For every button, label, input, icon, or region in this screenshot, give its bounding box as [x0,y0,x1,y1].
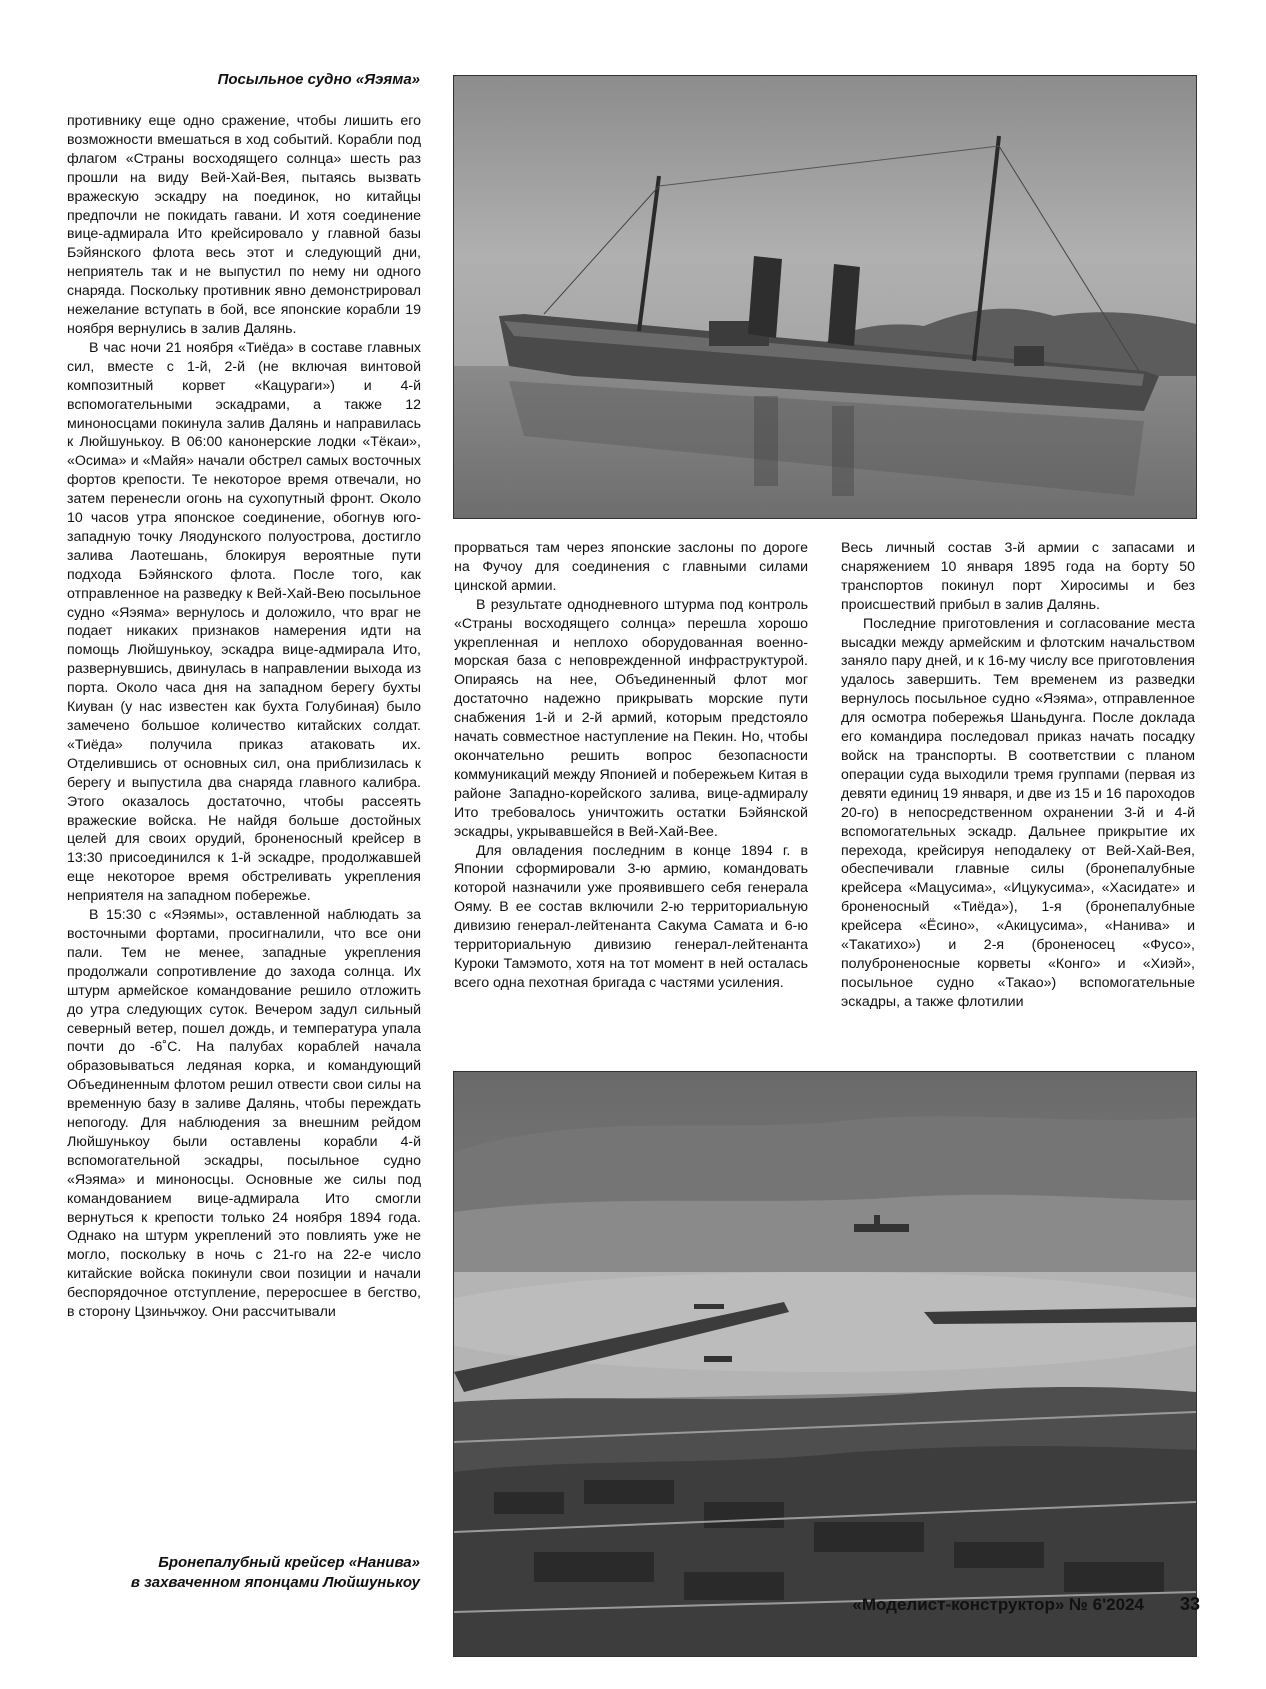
paragraph: противнику еще одно сражение, чтобы лишить его возможности вмешаться в ход событий. Корабли под флагом «Страны восходящего солнца» шесть раз прошли на виду Вей-Хай-Вея, пытаясь вызвать вражескую эскадру на поединок, но китайцы предпочли не покидать гавани. И хотя соединение вице-адмирала Ито крейсировало у главной базы Бэйянского флота весь этот и следующий дни, неприятель так и не выпустил по нему ни одного снаряда. Поскольку противник явно демонстрировал нежелание вступать в бой, все японские корабли 19 ноября вернулись в залив Далянь. [67,113,421,337]
caption-line-2: в захваченном японцами Люйшунькоу [130,1574,420,1591]
paragraph: В 15:30 с «Яэямы», оставленной наблюдать за восточными фортами, просигналили, что все они пали. Тем не менее, западные укрепления продолжали сопротивление до захода солнца. Их штурм армейское командование решило отложить до утра следующих суток. Вечером задул сильный северный ветер, пошел дождь, и температура упала почти до -6˚С. На палубах кораблей начала образовываться ледяная корка, и командующий Объединенным флотом решил отвести свои силы на временную базу в заливе Далянь, чтобы переждать непогоду. Для наблюдения за внешним рейдом Люйшунькоу были оставлены корабли 4-й вспомогательной эскадры, посыльное судно «Яэяма» и миноносцы. Основные же силы под командованием вице-адмирала Ито смогли вернуться к крепости только 24 ноября 1894 года. Однако на штурм укреплений это повлиять уже не могло, поскольку в ночь с 21-го на 22-е число китайские войска покинули свои позиции и начали беспорядочное отступление, переросшее в бегство, в сторону Цзиньчжоу. Они рассчитывали [67,907,421,1321]
caption-line-1: Бронепалубный крейсер «Нанива» [158,1554,420,1571]
text-column-2 [454,539,808,1049]
page-number: 33 [1179,1594,1200,1614]
paragraph: прорваться там через японские заслоны по дороге на Фучоу для соединения с главными силами цинской армии. [454,540,808,594]
photo-caption-top: Посыльное судно «Яэяма» [217,71,420,88]
journal-footer: «Моделист-конструктор» № 6'2024 [852,1595,1144,1614]
paragraph: Последние приготовления и согласование места высадки между армейским и флотским начальством заняло пару дней, и к 16-му числу все приготовления удалось завершить. Тем временем из разведки вернулось посыльное судно «Яэяма», отправленное для осмотра побережья Шаньдунга. После доклада его командира последовал приказ начать посадку войск на транспорты. В соответствии с планом операции суда выходили тремя группами (первая из девяти единиц 19 января, и две из 15 и 16 пароходов 20-го) в непосредственном охранении 3-й и 4-й вспомогательных эскадр. Дальнее прикрытие их перехода, крейсируя неподалеку от Вей-Хай-Вея, обеспечивали главные силы (бронепалубные крейсера «Мацусима», «Ицукусима», «Хасидате» и броненосный «Тиёда»), 1-я (бронепалубные крейсера «Ёсино», «Акицусима», «Нанива» и «Такатихо») и 2-я (броненосец «Фусо», полуброненосные корветы «Конго» и «Хиэй», посыльное судно «Такао») вспомогательные эскадры, а также флотилии [841,615,1195,1010]
paragraph: В результате однодневного штурма под контроль «Страны восходящего солнца» перешла хорошо укрепленная и неплохо оборудованная военно-морская база с неповрежденной инфраструктурой. Опираясь на нее, Объединенный флот мог достаточно надежно прикрывать морские пути снабжения 1-й и 2-й армий, которым предстояло начать совместное наступление на Пекин. Но, чтобы окончательно решить вопрос безопасности коммуникаций между Японией и побережьем Китая в районе Западно-корейского залива, вице-адмиралу Ито требовалось уничтожить остатки Бэйянской эскадры, укрывавшейся в Вей-Хай-Вее. [454,596,808,840]
text-column-3 [841,539,1195,1049]
text-column-1 [67,112,421,1507]
harbor-illustration [454,1072,1196,1656]
photo-caption-bottom [100,1553,420,1593]
paragraph: Весь личный состав 3-й армии с запасами и снаряжением 10 января 1895 года на борту 50 транспортов покинул порт Хиросимы и без происшествий прибыл в залив Далянь. [841,540,1195,613]
paragraph: В час ночи 21 ноября «Тиёда» в составе главных сил, вместе с 1-й, 2-й (не включая винтовой композитный корвет «Кацураги») и 4-й вспомогательными эскадрами, а также 12 миноносцами покинула залив Далянь и направилась к Люйшунькоу. В 06:00 канонерские лодки «Тёкаи», «Осима» и «Майя» начали обстрел самых восточных фортов крепости. Те некоторое время отвечали, но затем перенесли огонь на сухопутный фронт. Около 10 часов утра японское соединение, обогнув юго-западную точку Ляодунского полуострова, достигло залива Лаотешань, блокируя вероятные пути подхода Бэйянского флота. После того, как отправленное на разведку к Вей-Хай-Вею посыльное судно «Яэяма» вернулось и доложило, что враг не подает никаких признаков намерения идти на помощь Люйшунькоу, эскадра вице-адмирала Ито, развернувшись, двинулась в направлении выхода из порта. Около часа дня на западном берегу бухты Киуван (у нас известен как бухта Голубиная) было замечено большое количество китайских солдат. «Тиёда» получила приказ атаковать их. Отделившись от основных сил, она приблизилась к берегу и выпустила два снаряда главного калибра. Этого оказалось достаточно, чтобы рассеять вражеские войска. Не найдя больше достойных целей для своих орудий, броненосный крейсер в 13:30 присоединился к 1-й эскадре, продолжавшей еще некоторое время обстреливать укрепления неприятеля на западном побережье. [67,339,421,905]
photo-harbor-port-arthur [453,1071,1197,1657]
photo-ship-yaeyama [453,75,1197,519]
paragraph: Для овладения последним в конце 1894 г. в Японии сформировали 3-ю армию, командовать которой назначили уже проявившего себя генерала Ояму. В ее состав включили 2-ю территориальную дивизию генерал-лейтенанта Сакума Самата и 6-ю территориальную дивизию генерал-лейтенанта Куроки Тамэмото, хотя на тот момент в ней осталась всего одна пехотная бригада с частями усиления. [454,842,808,991]
ship-illustration [454,76,1196,518]
